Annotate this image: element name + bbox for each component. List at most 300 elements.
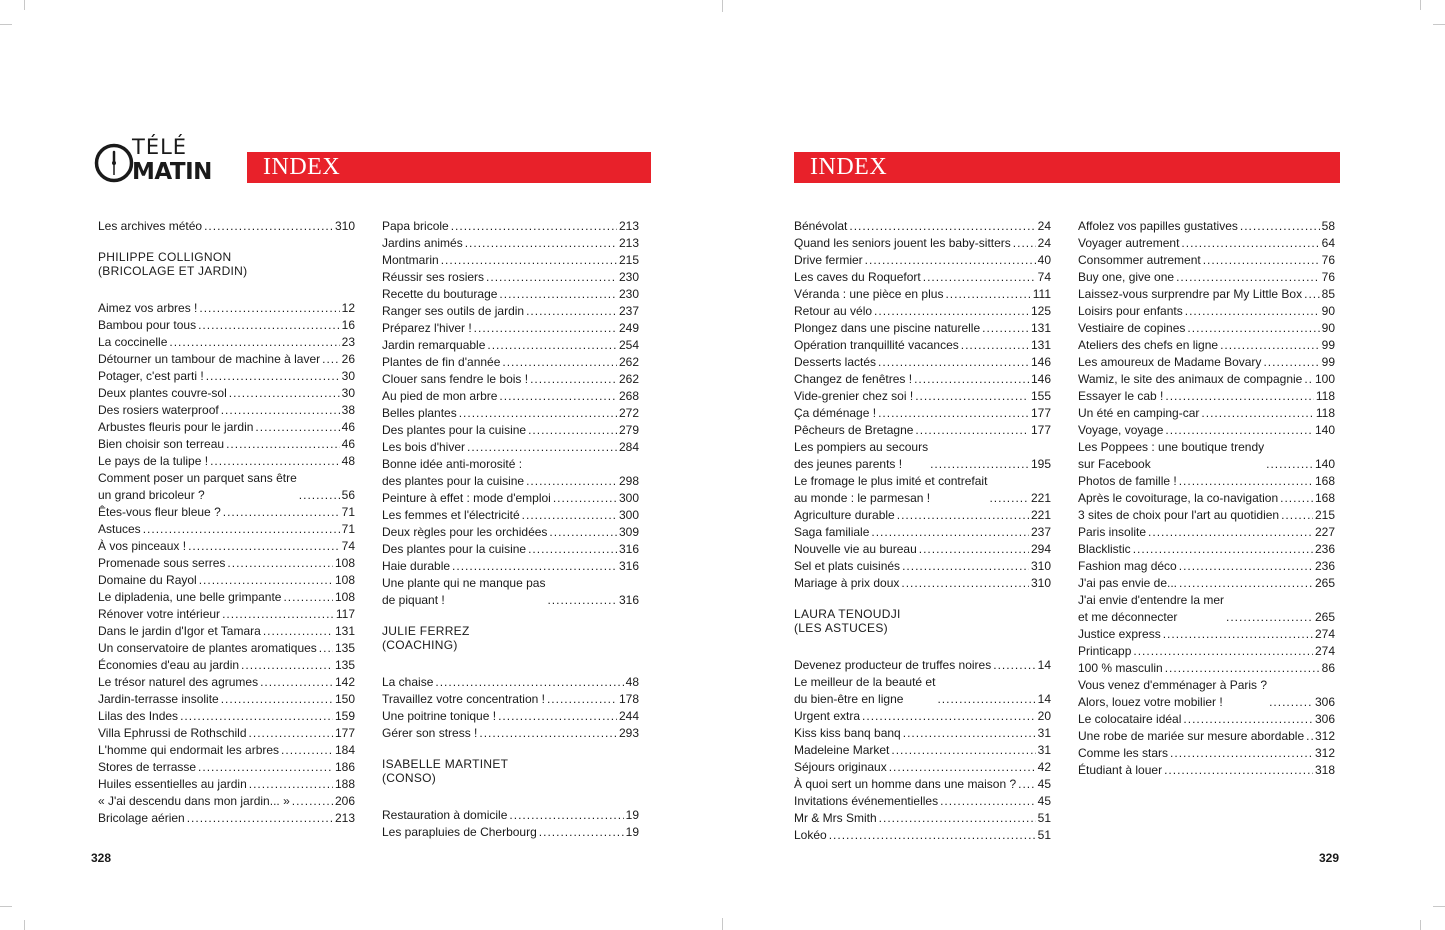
index-entry — [98, 385, 355, 402]
index-entry — [1078, 490, 1335, 507]
dot-leader — [502, 354, 617, 371]
entry-title: 100 % masculin — [1078, 661, 1163, 675]
index-entry — [794, 725, 1051, 742]
index-entry — [98, 538, 355, 555]
index-entry — [794, 286, 1051, 303]
index-entry — [382, 575, 639, 609]
dot-leader — [487, 337, 617, 354]
entry-title: Loisirs pour enfants — [1078, 304, 1183, 318]
index-column-3 — [794, 218, 1051, 844]
dot-leader — [1179, 575, 1313, 592]
entry-page-number: 20 — [1037, 709, 1051, 723]
entry-title: Deux plantes couvre-sol — [98, 386, 227, 400]
entry-title: Peinture à effet : mode d'emploi — [382, 491, 551, 505]
index-entry — [98, 810, 355, 827]
index-entry — [382, 388, 639, 405]
entry-title: Vestiaire de copines — [1078, 321, 1186, 335]
entry-page-number: 186 — [334, 760, 355, 774]
dot-leader — [526, 473, 617, 490]
entry-page-number: 262 — [618, 355, 639, 369]
index-entry — [382, 691, 639, 708]
index-entry — [794, 269, 1051, 286]
entry-page-number: 26 — [341, 352, 355, 366]
entry-page-number: 58 — [1321, 219, 1335, 233]
entry-page-number: 188 — [334, 777, 355, 791]
entry-title: La coccinelle — [98, 335, 168, 349]
entry-title: Changez de fenêtres ! — [794, 372, 913, 386]
entry-page-number: 221 — [1030, 491, 1051, 505]
entry-title: Lilas des Indes — [98, 709, 179, 723]
entry-page-number: 230 — [618, 287, 639, 301]
index-entry — [382, 456, 639, 490]
dot-leader — [1170, 745, 1313, 762]
entry-page-number: 221 — [1030, 508, 1051, 522]
dot-leader — [1263, 354, 1319, 371]
dot-leader — [249, 776, 333, 793]
entry-page-number: 310 — [334, 219, 355, 233]
entry-title: Potager, c'est parti ! — [98, 369, 204, 383]
entry-title: Voyager autrement — [1078, 236, 1180, 250]
entry-page-number: 111 — [1032, 287, 1051, 301]
entry-page-number: 316 — [618, 559, 639, 573]
index-entry — [1078, 558, 1335, 575]
entry-page-number: 108 — [334, 590, 355, 604]
dot-leader — [528, 541, 617, 558]
index-entry — [1078, 473, 1335, 490]
entry-title: Montmarin — [382, 253, 439, 267]
spacer — [382, 652, 639, 674]
dot-leader — [1185, 303, 1320, 320]
entry-page-number: 131 — [1030, 321, 1051, 335]
entry-page-number: 14 — [1037, 658, 1051, 672]
index-entry — [1078, 303, 1335, 320]
index-entry — [98, 555, 355, 572]
entry-page-number: 146 — [1030, 372, 1051, 386]
entry-title: « J'ai descendu dans mon jardin... » — [98, 794, 290, 808]
entry-title: Vous venez d'emménager à Paris ? Alors, louez votre mobilier ! — [1078, 678, 1268, 709]
entry-title: Printicapp — [1078, 644, 1132, 658]
entry-title: Quand les seniors jouent les baby-sitters — [794, 236, 1011, 250]
index-entry — [1078, 218, 1335, 235]
dot-leader — [226, 436, 340, 453]
index-column-4 — [1078, 218, 1335, 779]
entry-page-number: 177 — [1030, 406, 1051, 420]
index-entry — [98, 725, 355, 742]
entry-title: Bénévolat — [794, 219, 848, 233]
entry-title: Saga familiale — [794, 525, 870, 539]
entry-page-number: 140 — [1314, 423, 1335, 437]
dot-leader — [553, 490, 617, 507]
entry-page-number: 90 — [1321, 304, 1335, 318]
entry-page-number: 71 — [341, 505, 355, 519]
entry-title: Jardin-terrasse insolite — [98, 692, 219, 706]
index-entry — [794, 303, 1051, 320]
entry-title: Retour au vélo — [794, 304, 873, 318]
entry-page-number: 262 — [618, 372, 639, 386]
section-heading: JULIE FERREZ (COACHING) — [382, 624, 470, 652]
index-entry — [794, 810, 1051, 827]
index-entry — [1078, 507, 1335, 524]
index-entry — [1078, 643, 1335, 660]
entry-title: Desserts lactés — [794, 355, 877, 369]
dot-leader — [874, 303, 1029, 320]
dot-leader — [1165, 660, 1320, 677]
entry-page-number: 318 — [1314, 763, 1335, 777]
index-entry — [98, 504, 355, 521]
telematin-logo — [94, 135, 218, 187]
index-entry — [794, 507, 1051, 524]
index-entry — [98, 606, 355, 623]
dot-leader — [1013, 235, 1036, 252]
index-entry — [382, 708, 639, 725]
index-entry — [98, 470, 355, 504]
dot-leader — [169, 334, 339, 351]
section-heading: LAURA TENOUDJI (LES ASTUCES) — [794, 607, 901, 635]
index-entry — [794, 657, 1051, 674]
entry-title: Comment poser un parquet sans être un grand bricoleur ? — [98, 471, 297, 502]
spacer — [382, 609, 639, 625]
dot-leader — [1306, 728, 1313, 745]
entry-page-number: 168 — [1314, 491, 1335, 505]
entry-page-number: 30 — [341, 386, 355, 400]
entry-page-number: 178 — [618, 692, 639, 706]
entry-page-number: 268 — [618, 389, 639, 403]
entry-page-number: 30 — [341, 369, 355, 383]
dot-leader — [1133, 643, 1313, 660]
dot-leader — [528, 422, 617, 439]
index-entry — [1078, 252, 1335, 269]
index-entry — [98, 742, 355, 759]
index-entry — [382, 252, 639, 269]
index-entry — [382, 269, 639, 286]
index-entry — [794, 708, 1051, 725]
index-column-1 — [98, 218, 355, 827]
dot-leader — [1133, 541, 1313, 558]
index-entry — [1078, 575, 1335, 592]
dot-leader — [249, 725, 333, 742]
dot-leader — [1165, 388, 1313, 405]
dot-leader — [1176, 269, 1320, 286]
dot-leader — [241, 657, 333, 674]
dot-leader — [1240, 218, 1320, 235]
entry-page-number: 213 — [618, 236, 639, 250]
entry-title: Séjours originaux — [794, 760, 887, 774]
entry-title: 3 sites de choix pour l'art au quotidien — [1078, 508, 1280, 522]
crop-mark — [24, 920, 25, 930]
index-entry — [1078, 711, 1335, 728]
entry-title: Paris insolite — [1078, 525, 1147, 539]
entry-title: Madeleine Market — [794, 743, 890, 757]
dot-leader — [547, 592, 617, 609]
dot-leader — [229, 385, 340, 402]
entry-page-number: 272 — [618, 406, 639, 420]
entry-title: Des rosiers waterproof — [98, 403, 219, 417]
index-entry — [1078, 626, 1335, 643]
entry-page-number: 230 — [618, 270, 639, 284]
entry-page-number: 42 — [1037, 760, 1051, 774]
entry-title: Les bois d'hiver — [382, 440, 466, 454]
index-entry — [98, 334, 355, 351]
entry-page-number: 131 — [1030, 338, 1051, 352]
index-entry — [382, 235, 639, 252]
index-entry — [98, 776, 355, 793]
index-entry — [382, 524, 639, 541]
dot-leader — [467, 439, 617, 456]
entry-page-number: 31 — [1037, 726, 1051, 740]
dot-leader — [292, 793, 333, 810]
entry-page-number: 236 — [1314, 559, 1335, 573]
index-entry — [98, 640, 355, 657]
index-entry — [1078, 660, 1335, 677]
index-entry — [794, 793, 1051, 810]
index-entry — [98, 351, 355, 368]
dot-leader — [459, 405, 617, 422]
entry-page-number: 74 — [1037, 270, 1051, 284]
entry-page-number: 206 — [334, 794, 355, 808]
index-entry — [794, 674, 1051, 708]
entry-page-number: 46 — [341, 437, 355, 451]
entry-title: Stores de terrasse — [98, 760, 197, 774]
entry-page-number: 24 — [1037, 219, 1051, 233]
index-entry — [1078, 762, 1335, 779]
entry-title: Recette du bouturage — [382, 287, 498, 301]
entry-title: Pêcheurs de Bretagne — [794, 423, 914, 437]
entry-title: Une robe de mariée sur mesure abordable — [1078, 729, 1305, 743]
dot-leader — [451, 218, 617, 235]
dot-leader — [901, 575, 1029, 592]
entry-page-number: 125 — [1030, 304, 1051, 318]
dot-leader — [299, 487, 340, 504]
entry-page-number: 159 — [334, 709, 355, 723]
index-entry — [98, 589, 355, 606]
entry-page-number: 19 — [625, 808, 639, 822]
entry-page-number: 293 — [618, 726, 639, 740]
dot-leader — [486, 269, 617, 286]
crop-mark — [1433, 24, 1445, 25]
dot-leader — [222, 606, 334, 623]
entry-title: Vide-grenier chez soi ! — [794, 389, 914, 403]
index-entry — [794, 371, 1051, 388]
index-entry — [98, 572, 355, 589]
index-entry — [382, 725, 639, 742]
dot-leader — [1280, 490, 1313, 507]
dot-leader — [993, 657, 1035, 674]
index-entry — [382, 558, 639, 575]
entry-page-number: 48 — [625, 675, 639, 689]
entry-title: Photos de famille ! — [1078, 474, 1177, 488]
page-number-left: 328 — [91, 851, 112, 865]
entry-page-number: 51 — [1037, 828, 1051, 842]
index-entry — [794, 388, 1051, 405]
dot-leader — [547, 691, 617, 708]
entry-page-number: 306 — [1314, 712, 1335, 726]
entry-page-number: 227 — [1314, 525, 1335, 539]
crop-mark — [722, 918, 723, 930]
entry-title: La chaise — [382, 675, 434, 689]
crop-mark — [24, 0, 25, 10]
entry-page-number: 244 — [618, 709, 639, 723]
dot-leader — [829, 827, 1036, 844]
entry-page-number: 85 — [1321, 287, 1335, 301]
dot-leader — [889, 759, 1036, 776]
dot-leader — [1304, 371, 1313, 388]
entry-page-number: 74 — [341, 539, 355, 553]
entry-page-number: 236 — [1314, 542, 1335, 556]
entry-page-number: 76 — [1321, 253, 1335, 267]
entry-page-number: 108 — [334, 573, 355, 587]
entry-title: Ça déménage ! — [794, 406, 877, 420]
entry-title: J'ai pas envie de... — [1078, 576, 1178, 590]
entry-page-number: 213 — [618, 219, 639, 233]
dot-leader — [902, 558, 1029, 575]
entry-title: Une poitrine tonique ! — [382, 709, 497, 723]
entry-page-number: 215 — [618, 253, 639, 267]
index-entry — [382, 320, 639, 337]
entry-title: Restauration à domicile — [382, 808, 508, 822]
index-entry — [382, 490, 639, 507]
entry-title: Essayer le cab ! — [1078, 389, 1164, 403]
entry-page-number: 45 — [1037, 777, 1051, 791]
entry-page-number: 118 — [1315, 406, 1335, 420]
index-entry — [794, 354, 1051, 371]
entry-title: Réussir ses rosiers — [382, 270, 485, 284]
dot-leader — [255, 419, 339, 436]
entry-title: Domaine du Rayol — [98, 573, 197, 587]
index-entry — [1078, 286, 1335, 303]
dot-leader — [1226, 609, 1313, 626]
index-entry — [1078, 405, 1335, 422]
dot-leader — [522, 507, 617, 524]
entry-title: Kiss kiss banq banq — [794, 726, 901, 740]
entry-page-number: 300 — [618, 491, 639, 505]
dot-leader — [526, 303, 617, 320]
entry-page-number: 131 — [334, 624, 355, 638]
entry-page-number: 118 — [1315, 389, 1335, 403]
entry-page-number: 316 — [618, 542, 639, 556]
dot-leader — [930, 456, 1029, 473]
index-entry — [1078, 235, 1335, 252]
dot-leader — [914, 371, 1029, 388]
dot-leader — [188, 538, 340, 555]
entry-page-number: 168 — [1314, 474, 1335, 488]
entry-page-number: 140 — [1314, 457, 1335, 471]
entry-title: Affolez vos papilles gustatives — [1078, 219, 1238, 233]
dot-leader — [903, 725, 1036, 742]
entry-page-number: 12 — [341, 301, 355, 315]
entry-page-number: 177 — [334, 726, 355, 740]
entry-title: Lokéo — [794, 828, 827, 842]
dot-leader — [452, 558, 617, 575]
entry-title: Après le covoiturage, la co-navigation — [1078, 491, 1279, 505]
crop-mark — [1420, 920, 1421, 930]
index-entry — [1078, 524, 1335, 541]
dot-leader — [1179, 473, 1313, 490]
dot-leader — [1165, 422, 1313, 439]
index-banner-left — [247, 152, 651, 183]
dot-leader — [143, 521, 340, 538]
entry-page-number: 51 — [1037, 811, 1051, 825]
dot-leader — [865, 252, 1036, 269]
dot-leader — [1163, 626, 1313, 643]
entry-title: Plongez dans une piscine naturelle — [794, 321, 981, 335]
dot-leader — [989, 490, 1029, 507]
dot-leader — [923, 269, 1036, 286]
entry-title: Économies d'eau au jardin — [98, 658, 240, 672]
dot-leader — [940, 793, 1036, 810]
entry-title: Buy one, give one — [1078, 270, 1175, 284]
index-entry — [98, 759, 355, 776]
index-entry — [794, 337, 1051, 354]
dot-leader — [982, 320, 1029, 337]
entry-page-number: 40 — [1037, 253, 1051, 267]
entry-title: Un été en camping-car — [1078, 406, 1200, 420]
entry-title: Les pompiers au secours des jeunes parents ! — [794, 440, 929, 471]
entry-title: Blacklistic — [1078, 542, 1131, 556]
entry-title: Devenez producteur de truffes noires — [794, 658, 992, 672]
entry-title: Étudiant à louer — [1078, 763, 1163, 777]
index-entry — [794, 541, 1051, 558]
index-entry — [382, 354, 639, 371]
index-entry — [794, 252, 1051, 269]
dot-leader — [915, 422, 1029, 439]
index-entry — [382, 439, 639, 456]
entry-page-number: 56 — [341, 488, 355, 502]
dot-leader — [919, 541, 1029, 558]
entry-title: Le pays de la tulipe ! — [98, 454, 209, 468]
index-entry — [1078, 728, 1335, 745]
entry-title: À vos pinceaux ! — [98, 539, 187, 553]
dot-leader — [206, 368, 340, 385]
logo-line-1: TÉLÉ — [132, 135, 188, 159]
dot-leader — [1187, 320, 1319, 337]
entry-page-number: 99 — [1321, 355, 1335, 369]
entry-page-number: 48 — [341, 454, 355, 468]
dot-leader — [1018, 776, 1036, 793]
entry-page-number: 237 — [618, 304, 639, 318]
index-entry — [794, 776, 1051, 793]
entry-title: Les amoureux de Madame Bovary — [1078, 355, 1262, 369]
entry-page-number: 284 — [618, 440, 639, 454]
index-entry — [794, 558, 1051, 575]
dot-leader — [862, 708, 1036, 725]
entry-title: Dans le jardin d'Igor et Tamara — [98, 624, 261, 638]
index-banner-right — [794, 152, 1340, 183]
dot-leader — [1179, 558, 1313, 575]
entry-title: Invitations événementielles — [794, 794, 939, 808]
entry-title: Aimez vos arbres ! — [98, 301, 198, 315]
entry-title: Clouer sans fendre le bois ! — [382, 372, 529, 386]
entry-page-number: 237 — [1030, 525, 1051, 539]
entry-title: Comme les stars — [1078, 746, 1169, 760]
index-entry — [1078, 439, 1335, 473]
dot-leader — [878, 405, 1029, 422]
dot-leader — [961, 337, 1029, 354]
entry-title: Nouvelle vie au bureau — [794, 542, 917, 556]
index-entry — [1078, 745, 1335, 762]
entry-title: Agriculture durable — [794, 508, 895, 522]
index-entry — [794, 405, 1051, 422]
entry-title: J'ai envie d'entendre la mer et me déconnecter — [1078, 593, 1224, 624]
entry-title: Voyage, voyage — [1078, 423, 1164, 437]
entry-title: Bien choisir son terreau — [98, 437, 225, 451]
entry-page-number: 300 — [618, 508, 639, 522]
entry-page-number: 64 — [1321, 236, 1335, 250]
dot-leader — [1266, 456, 1313, 473]
spacer — [98, 278, 355, 300]
index-entry — [1078, 541, 1335, 558]
entry-title: Les femmes et l'électricité — [382, 508, 520, 522]
entry-page-number: 76 — [1321, 270, 1335, 284]
